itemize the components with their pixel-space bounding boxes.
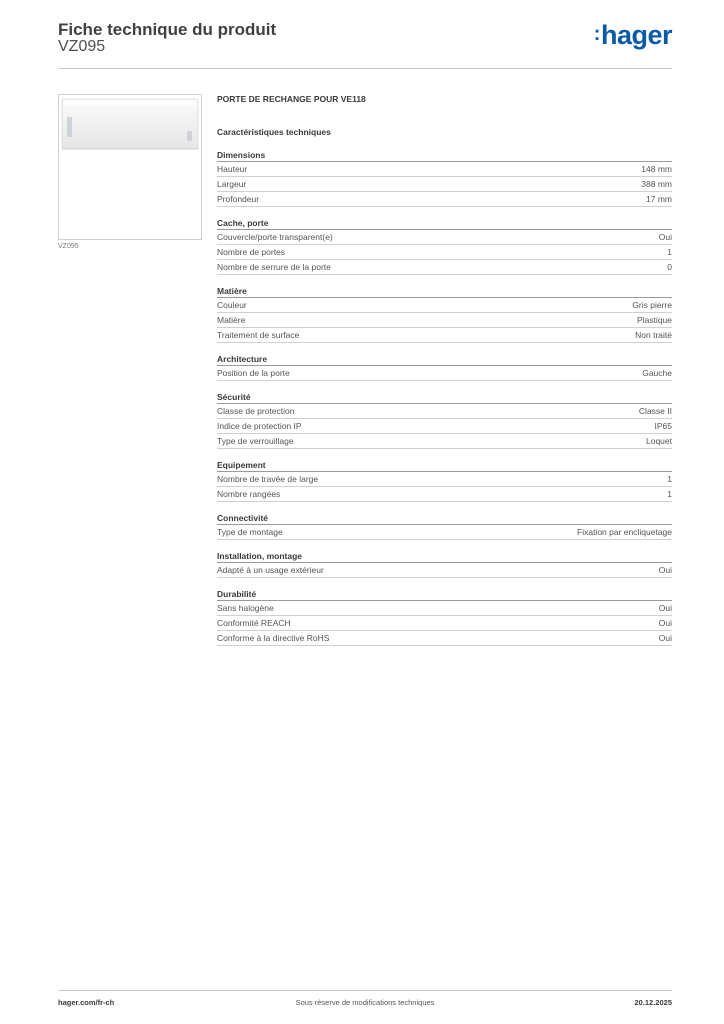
logo-text: hager	[600, 20, 672, 50]
spec-row	[217, 245, 672, 260]
spec-group-title: Cache, porte	[217, 217, 672, 230]
spec-row	[217, 631, 672, 646]
spec-label: Conforme à la directive RoHS	[217, 633, 330, 643]
spec-row	[217, 192, 672, 207]
spec-value: Oui	[658, 603, 672, 613]
spec-value: Gris pierre	[632, 300, 672, 310]
spec-value: Classe II	[638, 406, 672, 416]
spec-label: Type de montage	[217, 527, 283, 537]
spec-group	[217, 550, 672, 578]
spec-group	[217, 149, 672, 207]
footer-disclaimer: Sous réserve de modifications techniques	[295, 998, 435, 1007]
spec-row	[217, 472, 672, 487]
product-name: PORTE DE RECHANGE POUR VE118	[217, 94, 366, 104]
door-panel-illustration	[59, 95, 201, 239]
page-footer	[58, 998, 672, 1010]
spec-group	[217, 459, 672, 502]
spec-label: Adapté à un usage extérieur	[217, 565, 324, 575]
product-image	[58, 94, 202, 240]
spec-label: Nombre rangées	[217, 489, 281, 499]
spec-value: 0	[667, 262, 672, 272]
spec-group	[217, 512, 672, 540]
spec-row	[217, 230, 672, 245]
product-reference: VZ095	[58, 38, 106, 55]
spec-value: IP65	[654, 421, 672, 431]
spec-row	[217, 487, 672, 502]
spec-row	[217, 366, 672, 381]
spec-value: 17 mm	[646, 194, 672, 204]
page-header	[58, 20, 672, 68]
spec-label: Nombre de serrure de la porte	[217, 262, 331, 272]
spec-group	[217, 391, 672, 449]
spec-label: Couvercle/porte transparent(e)	[217, 232, 333, 242]
spec-value: Loquet	[646, 436, 672, 446]
spec-label: Nombre de travée de large	[217, 474, 319, 484]
spec-value: Fixation par encliquetage	[577, 527, 672, 537]
spec-row	[217, 616, 672, 631]
spec-group-title: Durabilité	[217, 588, 672, 601]
spec-label: Profondeur	[217, 194, 260, 204]
spec-group-title: Dimensions	[217, 149, 672, 162]
spec-value: Oui	[658, 232, 672, 242]
logo-colon-mark: :	[593, 23, 600, 45]
spec-label: Position de la porte	[217, 368, 290, 378]
spec-value: Oui	[658, 565, 672, 575]
spec-label: Traitement de surface	[217, 330, 300, 340]
spec-value: Plastique	[637, 315, 672, 325]
specifications-title: Caractéristiques techniques	[217, 127, 331, 137]
header-divider	[58, 68, 672, 69]
spec-value: Oui	[658, 618, 672, 628]
spec-group-title: Connectivité	[217, 512, 672, 525]
spec-group-title: Matière	[217, 285, 672, 298]
spec-label: Matière	[217, 315, 246, 325]
spec-row	[217, 601, 672, 616]
spec-label: Classe de protection	[217, 406, 295, 416]
spec-group	[217, 353, 672, 381]
spec-row	[217, 162, 672, 177]
spec-label: Conformité REACH	[217, 618, 291, 628]
spec-value: Non traité	[635, 330, 672, 340]
spec-row	[217, 177, 672, 192]
spec-value: 388 mm	[641, 179, 672, 189]
spec-group-title: Equipement	[217, 459, 672, 472]
specifications-panel	[217, 94, 672, 656]
spec-label: Nombre de portes	[217, 247, 286, 257]
spec-label: Type de verrouillage	[217, 436, 294, 446]
spec-label: Hauteur	[217, 164, 248, 174]
spec-value: 148 mm	[641, 164, 672, 174]
spec-value: 1	[667, 247, 672, 257]
footer-divider	[58, 990, 672, 991]
document-title: Fiche technique du produit	[58, 20, 277, 39]
spec-label: Indice de protection IP	[217, 421, 302, 431]
spec-group	[217, 285, 672, 343]
spec-row	[217, 313, 672, 328]
spec-group-title: Sécurité	[217, 391, 672, 404]
image-caption: VZ095	[58, 243, 79, 250]
spec-row	[217, 404, 672, 419]
footer-date: 20.12.2025	[634, 998, 672, 1007]
spec-group	[217, 217, 672, 275]
spec-label: Sans halogène	[217, 603, 274, 613]
spec-row	[217, 419, 672, 434]
spec-group-title: Architecture	[217, 353, 672, 366]
spec-group	[217, 588, 672, 646]
spec-row	[217, 260, 672, 275]
spec-value: 1	[667, 489, 672, 499]
spec-row	[217, 328, 672, 343]
spec-value: Oui	[658, 633, 672, 643]
spec-label: Couleur	[217, 300, 247, 310]
spec-group-title: Installation, montage	[217, 550, 672, 563]
specification-groups	[217, 149, 672, 646]
spec-label: Largeur	[217, 179, 247, 189]
footer-website[interactable]: hager.com/fr-ch	[58, 998, 115, 1007]
spec-row	[217, 525, 672, 540]
spec-row	[217, 298, 672, 313]
spec-row	[217, 563, 672, 578]
spec-row	[217, 434, 672, 449]
spec-value: Gauche	[642, 368, 672, 378]
hager-logo	[594, 20, 672, 51]
spec-value: 1	[667, 474, 672, 484]
